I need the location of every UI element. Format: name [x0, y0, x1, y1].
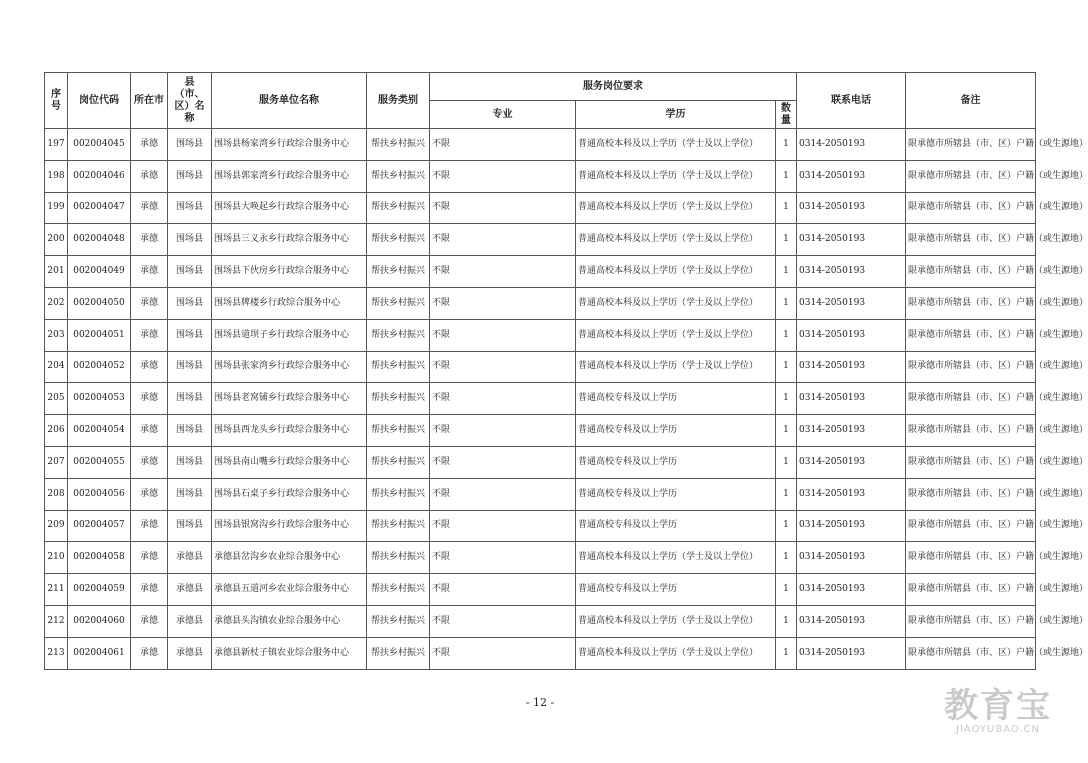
cell-post-code: 002004051 — [68, 319, 131, 351]
cell-major: 不限 — [430, 224, 576, 256]
cell-education: 普通高校本科及以上学历（学士及以上学位） — [576, 160, 776, 192]
cell-post-code: 002004048 — [68, 224, 131, 256]
cell-note: 限承德市所辖县（市、区）户籍（或生源地） — [906, 542, 1036, 574]
cell-category: 帮扶乡村振兴 — [367, 319, 430, 351]
cell-unit-name: 承德县岔沟乡农业综合服务中心 — [212, 542, 367, 574]
cell-city: 承德 — [131, 637, 168, 669]
cell-unit-name: 围场县西龙头乡行政综合服务中心 — [212, 415, 367, 447]
cell-county: 围场县 — [168, 256, 212, 288]
table-row — [45, 415, 1036, 447]
cell-county: 围场县 — [168, 319, 212, 351]
cell-major: 不限 — [430, 574, 576, 606]
cell-phone: 0314-2050193 — [797, 287, 906, 319]
cell-note: 限承德市所辖县（市、区）户籍（或生源地） — [906, 415, 1036, 447]
cell-city: 承德 — [131, 446, 168, 478]
cell-phone: 0314-2050193 — [797, 224, 906, 256]
cell-category: 帮扶乡村振兴 — [367, 192, 430, 224]
cell-category: 帮扶乡村振兴 — [367, 351, 430, 383]
cell-note: 限承德市所辖县（市、区）户籍（或生源地） — [906, 605, 1036, 637]
cell-count: 1 — [776, 415, 797, 447]
cell-unit-name: 围场县银窝沟乡行政综合服务中心 — [212, 510, 367, 542]
cell-unit-name: 围场县道坝子乡行政综合服务中心 — [212, 319, 367, 351]
cell-city: 承德 — [131, 160, 168, 192]
cell-note: 限承德市所辖县（市、区）户籍（或生源地） — [906, 256, 1036, 288]
cell-seq: 198 — [45, 160, 68, 192]
table-body — [45, 129, 1088, 670]
cell-count: 1 — [776, 574, 797, 606]
cell-phone: 0314-2050193 — [797, 574, 906, 606]
table-row — [45, 510, 1036, 542]
cell-note: 限承德市所辖县（市、区）户籍（或生源地） — [906, 192, 1036, 224]
cell-major: 不限 — [430, 256, 576, 288]
header-note: 备注 — [906, 73, 1036, 129]
cell-seq: 208 — [45, 478, 68, 510]
cell-phone: 0314-2050193 — [797, 542, 906, 574]
cell-major: 不限 — [430, 319, 576, 351]
cell-category: 帮扶乡村振兴 — [367, 287, 430, 319]
cell-seq: 212 — [45, 605, 68, 637]
cell-phone: 0314-2050193 — [797, 415, 906, 447]
cell-count: 1 — [776, 319, 797, 351]
cell-education: 普通高校本科及以上学历（学士及以上学位） — [576, 637, 776, 669]
cell-county: 围场县 — [168, 287, 212, 319]
cell-city: 承德 — [131, 510, 168, 542]
cell-unit-name: 承德县五道河乡农业综合服务中心 — [212, 574, 367, 606]
watermark-text: 教育宝 — [944, 686, 1052, 726]
cell-phone: 0314-2050193 — [797, 478, 906, 510]
cell-post-code: 002004057 — [68, 510, 131, 542]
cell-seq: 213 — [45, 637, 68, 669]
cell-phone: 0314-2050193 — [797, 256, 906, 288]
cell-unit-name: 围场县牌楼乡行政综合服务中心 — [212, 287, 367, 319]
cell-phone: 0314-2050193 — [797, 160, 906, 192]
cell-unit-name: 围场县三义永乡行政综合服务中心 — [212, 224, 367, 256]
cell-education: 普通高校本科及以上学历（学士及以上学位） — [576, 319, 776, 351]
cell-post-code: 002004061 — [68, 637, 131, 669]
cell-education: 普通高校专科及以上学历 — [576, 446, 776, 478]
cell-major: 不限 — [430, 446, 576, 478]
header-phone: 联系电话 — [797, 73, 906, 129]
cell-post-code: 002004053 — [68, 383, 131, 415]
cell-post-code: 002004059 — [68, 574, 131, 606]
cell-category: 帮扶乡村振兴 — [367, 256, 430, 288]
cell-seq: 205 — [45, 383, 68, 415]
cell-city: 承德 — [131, 256, 168, 288]
cell-post-code: 002004056 — [68, 478, 131, 510]
header-requirements: 服务岗位要求 — [430, 73, 797, 101]
cell-major: 不限 — [430, 637, 576, 669]
cell-major: 不限 — [430, 415, 576, 447]
cell-phone: 0314-2050193 — [797, 605, 906, 637]
cell-count: 1 — [776, 129, 797, 161]
cell-count: 1 — [776, 446, 797, 478]
job-posts-table — [44, 72, 1088, 670]
cell-count: 1 — [776, 192, 797, 224]
header-category: 服务类别 — [367, 73, 430, 129]
cell-category: 帮扶乡村振兴 — [367, 415, 430, 447]
cell-post-code: 002004054 — [68, 415, 131, 447]
cell-post-code: 002004050 — [68, 287, 131, 319]
header-seq: 序号 — [45, 73, 68, 129]
cell-major: 不限 — [430, 160, 576, 192]
cell-note: 限承德市所辖县（市、区）户籍（或生源地） — [906, 446, 1036, 478]
cell-phone: 0314-2050193 — [797, 192, 906, 224]
page-number: - 12 - — [525, 696, 555, 709]
cell-count: 1 — [776, 383, 797, 415]
cell-count: 1 — [776, 287, 797, 319]
cell-note: 限承德市所辖县（市、区）户籍（或生源地） — [906, 351, 1036, 383]
cell-category: 帮扶乡村振兴 — [367, 605, 430, 637]
cell-unit-name: 围场县张家湾乡行政综合服务中心 — [212, 351, 367, 383]
cell-post-code: 002004045 — [68, 129, 131, 161]
cell-phone: 0314-2050193 — [797, 637, 906, 669]
header-county: 县（市、区）名称 — [168, 73, 212, 129]
cell-county: 围场县 — [168, 129, 212, 161]
cell-county: 围场县 — [168, 446, 212, 478]
cell-county: 围场县 — [168, 383, 212, 415]
table-row — [45, 224, 1036, 256]
cell-note: 限承德市所辖县（市、区）户籍（或生源地） — [906, 510, 1036, 542]
table-row — [45, 478, 1036, 510]
cell-note: 限承德市所辖县（市、区）户籍（或生源地） — [906, 478, 1036, 510]
cell-count: 1 — [776, 160, 797, 192]
cell-count: 1 — [776, 637, 797, 669]
cell-count: 1 — [776, 478, 797, 510]
cell-seq: 201 — [45, 256, 68, 288]
cell-education: 普通高校专科及以上学历 — [576, 383, 776, 415]
cell-count: 1 — [776, 351, 797, 383]
cell-category: 帮扶乡村振兴 — [367, 510, 430, 542]
cell-major: 不限 — [430, 129, 576, 161]
cell-category: 帮扶乡村振兴 — [367, 478, 430, 510]
header-city: 所在市 — [131, 73, 168, 129]
cell-education: 普通高校本科及以上学历（学士及以上学位） — [576, 192, 776, 224]
cell-category: 帮扶乡村振兴 — [367, 637, 430, 669]
watermark-url: JIAOYUBAO.CN — [956, 724, 1040, 735]
header-education: 学历 — [576, 101, 776, 129]
cell-city: 承德 — [131, 478, 168, 510]
cell-category: 帮扶乡村振兴 — [367, 446, 430, 478]
cell-education: 普通高校专科及以上学历 — [576, 574, 776, 606]
cell-city: 承德 — [131, 415, 168, 447]
cell-education: 普通高校本科及以上学历（学士及以上学位） — [576, 256, 776, 288]
cell-major: 不限 — [430, 478, 576, 510]
cell-education: 普通高校本科及以上学历（学士及以上学位） — [576, 287, 776, 319]
cell-county: 围场县 — [168, 192, 212, 224]
cell-count: 1 — [776, 605, 797, 637]
cell-county: 围场县 — [168, 510, 212, 542]
cell-county: 围场县 — [168, 478, 212, 510]
cell-seq: 210 — [45, 542, 68, 574]
cell-category: 帮扶乡村振兴 — [367, 224, 430, 256]
cell-city: 承德 — [131, 287, 168, 319]
cell-seq: 211 — [45, 574, 68, 606]
table-row — [45, 351, 1036, 383]
cell-unit-name: 围场县杨家湾乡行政综合服务中心 — [212, 129, 367, 161]
cell-city: 承德 — [131, 605, 168, 637]
table-row — [45, 160, 1036, 192]
cell-major: 不限 — [430, 542, 576, 574]
cell-unit-name: 围场县老窝铺乡行政综合服务中心 — [212, 383, 367, 415]
cell-seq: 203 — [45, 319, 68, 351]
cell-category: 帮扶乡村振兴 — [367, 574, 430, 606]
cell-note: 限承德市所辖县（市、区）户籍（或生源地） — [906, 129, 1036, 161]
header-unit-name: 服务单位名称 — [212, 73, 367, 129]
cell-education: 普通高校本科及以上学历（学士及以上学位） — [576, 224, 776, 256]
cell-major: 不限 — [430, 605, 576, 637]
cell-city: 承德 — [131, 351, 168, 383]
cell-seq: 199 — [45, 192, 68, 224]
table-row — [45, 129, 1036, 161]
cell-category: 帮扶乡村振兴 — [367, 129, 430, 161]
cell-unit-name: 承德县头沟镇农业综合服务中心 — [212, 605, 367, 637]
cell-phone: 0314-2050193 — [797, 383, 906, 415]
cell-category: 帮扶乡村振兴 — [367, 160, 430, 192]
cell-unit-name: 承德县新杖子镇农业综合服务中心 — [212, 637, 367, 669]
cell-note: 限承德市所辖县（市、区）户籍（或生源地） — [906, 574, 1036, 606]
cell-county: 围场县 — [168, 415, 212, 447]
cell-seq: 206 — [45, 415, 68, 447]
cell-county: 围场县 — [168, 160, 212, 192]
cell-education: 普通高校本科及以上学历（学士及以上学位） — [576, 129, 776, 161]
cell-education: 普通高校专科及以上学历 — [576, 510, 776, 542]
cell-county: 承德县 — [168, 574, 212, 606]
cell-city: 承德 — [131, 224, 168, 256]
cell-county: 围场县 — [168, 224, 212, 256]
cell-unit-name: 围场县下伙房乡行政综合服务中心 — [212, 256, 367, 288]
cell-education: 普通高校本科及以上学历（学士及以上学位） — [576, 542, 776, 574]
cell-county: 围场县 — [168, 351, 212, 383]
table-row — [45, 574, 1036, 606]
cell-count: 1 — [776, 224, 797, 256]
cell-seq: 200 — [45, 224, 68, 256]
cell-post-code: 002004049 — [68, 256, 131, 288]
cell-city: 承德 — [131, 129, 168, 161]
cell-phone: 0314-2050193 — [797, 319, 906, 351]
cell-unit-name: 围场县大唤起乡行政综合服务中心 — [212, 192, 367, 224]
table-row — [45, 319, 1036, 351]
cell-major: 不限 — [430, 383, 576, 415]
cell-note: 限承德市所辖县（市、区）户籍（或生源地） — [906, 224, 1036, 256]
cell-post-code: 002004060 — [68, 605, 131, 637]
header-count: 数量 — [776, 101, 797, 129]
cell-note: 限承德市所辖县（市、区）户籍（或生源地） — [906, 287, 1036, 319]
cell-note: 限承德市所辖县（市、区）户籍（或生源地） — [906, 383, 1036, 415]
cell-city: 承德 — [131, 192, 168, 224]
cell-category: 帮扶乡村振兴 — [367, 383, 430, 415]
cell-major: 不限 — [430, 287, 576, 319]
cell-post-code: 002004055 — [68, 446, 131, 478]
table-row — [45, 446, 1036, 478]
table-row — [45, 605, 1036, 637]
header-major: 专业 — [430, 101, 576, 129]
cell-post-code: 002004046 — [68, 160, 131, 192]
cell-count: 1 — [776, 510, 797, 542]
table-row — [45, 256, 1036, 288]
cell-seq: 202 — [45, 287, 68, 319]
cell-county: 承德县 — [168, 637, 212, 669]
cell-city: 承德 — [131, 574, 168, 606]
cell-education: 普通高校专科及以上学历 — [576, 415, 776, 447]
cell-phone: 0314-2050193 — [797, 446, 906, 478]
cell-post-code: 002004047 — [68, 192, 131, 224]
cell-major: 不限 — [430, 192, 576, 224]
cell-count: 1 — [776, 256, 797, 288]
cell-unit-name: 围场县南山嘴乡行政综合服务中心 — [212, 446, 367, 478]
cell-unit-name: 围场县石桌子乡行政综合服务中心 — [212, 478, 367, 510]
cell-phone: 0314-2050193 — [797, 129, 906, 161]
cell-post-code: 002004058 — [68, 542, 131, 574]
cell-major: 不限 — [430, 510, 576, 542]
table-row — [45, 637, 1036, 669]
table-row — [45, 192, 1036, 224]
cell-county: 承德县 — [168, 605, 212, 637]
cell-phone: 0314-2050193 — [797, 510, 906, 542]
cell-seq: 197 — [45, 129, 68, 161]
cell-note: 限承德市所辖县（市、区）户籍（或生源地） — [906, 637, 1036, 669]
cell-phone: 0314-2050193 — [797, 351, 906, 383]
cell-education: 普通高校本科及以上学历（学士及以上学位） — [576, 605, 776, 637]
table-row — [45, 287, 1036, 319]
cell-seq: 207 — [45, 446, 68, 478]
cell-post-code: 002004052 — [68, 351, 131, 383]
table-row — [45, 383, 1036, 415]
cell-seq: 209 — [45, 510, 68, 542]
cell-city: 承德 — [131, 542, 168, 574]
cell-city: 承德 — [131, 319, 168, 351]
cell-city: 承德 — [131, 383, 168, 415]
cell-county: 承德县 — [168, 542, 212, 574]
cell-education: 普通高校本科及以上学历（学士及以上学位） — [576, 351, 776, 383]
cell-unit-name: 围场县郭家湾乡行政综合服务中心 — [212, 160, 367, 192]
cell-education: 普通高校专科及以上学历 — [576, 478, 776, 510]
cell-note: 限承德市所辖县（市、区）户籍（或生源地） — [906, 319, 1036, 351]
cell-note: 限承德市所辖县（市、区）户籍（或生源地） — [906, 160, 1036, 192]
cell-major: 不限 — [430, 351, 576, 383]
table-row — [45, 542, 1036, 574]
cell-seq: 204 — [45, 351, 68, 383]
cell-category: 帮扶乡村振兴 — [367, 542, 430, 574]
cell-count: 1 — [776, 542, 797, 574]
watermark-logo — [938, 688, 1058, 736]
header-post-code: 岗位代码 — [68, 73, 131, 129]
